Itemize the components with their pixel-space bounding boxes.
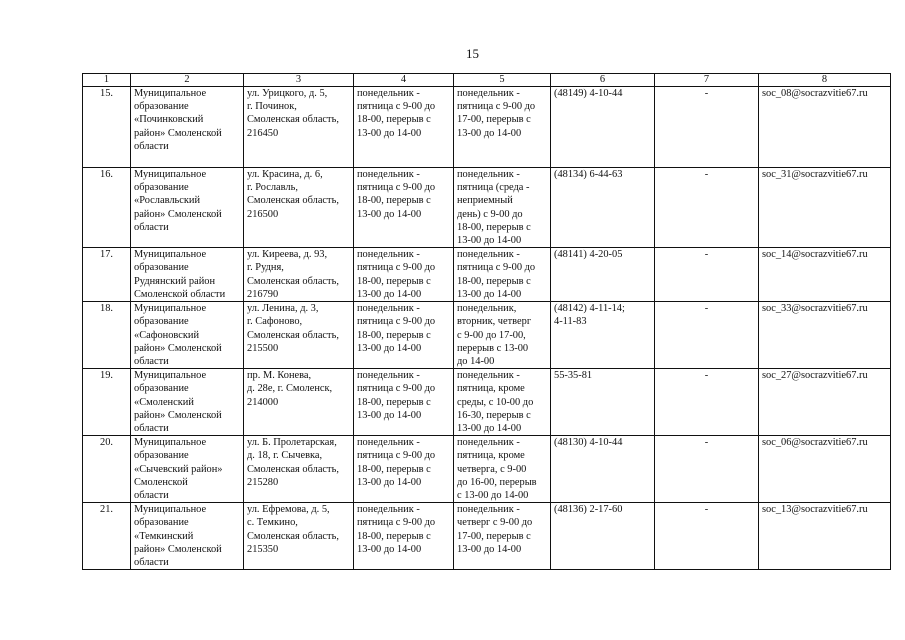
column-header: 7 (655, 74, 759, 87)
column-header: 8 (759, 74, 891, 87)
schedule-cell: понедельник - пятница с 9-00 до 18-00, перерыв с 13-00 до 14-00 (354, 436, 454, 503)
email-cell: soc_31@socrazvitie67.ru (759, 168, 891, 248)
column7-cell: - (655, 87, 759, 168)
column-header: 1 (83, 74, 131, 87)
reception-cell: понедельник - четверг с 9-00 до 17-00, перерыв с 13-00 до 14-00 (454, 503, 551, 570)
schedule-cell: понедельник - пятница с 9-00 до 18-00, перерыв с 13-00 до 14-00 (354, 503, 454, 570)
reception-cell: понедельник, вторник, четверг с 9-00 до 17-00, перерыв с 13-00 до 14-00 (454, 302, 551, 369)
column7-cell: - (655, 168, 759, 248)
table-row (83, 302, 891, 369)
table-row (83, 248, 891, 302)
email-cell: soc_13@socrazvitie67.ru (759, 503, 891, 570)
table-row (83, 369, 891, 436)
page-number: 15 (466, 46, 479, 61)
schedule-cell: понедельник - пятница с 9-00 до 18-00, перерыв с 13-00 до 14-00 (354, 168, 454, 248)
column7-cell: - (655, 248, 759, 302)
row-number: 16. (83, 168, 131, 248)
row-number: 18. (83, 302, 131, 369)
table-row (83, 503, 891, 570)
table-row (83, 168, 891, 248)
address-cell: ул. Ефремова, д. 5, с. Темкино, Смоленская область, 215350 (244, 503, 354, 570)
column7-cell: - (655, 503, 759, 570)
address-cell: ул. Красина, д. 6, г. Рославль, Смоленская область, 216500 (244, 168, 354, 248)
address-cell: ул. Урицкого, д. 5, г. Починок, Смоленская область, 216450 (244, 87, 354, 168)
phone-cell: (48149) 4-10-44 (551, 87, 655, 168)
reception-cell: понедельник - пятница с 9-00 до 17-00, перерыв с 13-00 до 14-00 (454, 87, 551, 168)
phone-cell: (48142) 4-11-14; 4-11-83 (551, 302, 655, 369)
row-number: 15. (83, 87, 131, 168)
reception-cell: понедельник - пятница (среда - неприемный день) с 9-00 до 18-00, перерыв с 13-00 до 14-00 (454, 168, 551, 248)
address-cell: пр. М. Конева, д. 28е, г. Смоленск, 214000 (244, 369, 354, 436)
email-cell: soc_27@socrazvitie67.ru (759, 369, 891, 436)
column7-cell: - (655, 369, 759, 436)
phone-cell: (48141) 4-20-05 (551, 248, 655, 302)
schedule-cell: понедельник - пятница с 9-00 до 18-00, перерыв с 13-00 до 14-00 (354, 302, 454, 369)
address-cell: ул. Б. Пролетарская, д. 18, г. Сычевка, Смоленская область, 215280 (244, 436, 354, 503)
row-number: 20. (83, 436, 131, 503)
organization-cell: Муниципальное образование «Темкинский район» Смоленской области (131, 503, 244, 570)
email-cell: soc_08@socrazvitie67.ru (759, 87, 891, 168)
reception-cell: понедельник - пятница с 9-00 до 18-00, перерыв с 13-00 до 14-00 (454, 248, 551, 302)
phone-cell: (48134) 6-44-63 (551, 168, 655, 248)
column-header: 3 (244, 74, 354, 87)
organization-cell: Муниципальное образование «Сафоновский район» Смоленской области (131, 302, 244, 369)
phone-cell: (48136) 2-17-60 (551, 503, 655, 570)
column7-cell: - (655, 302, 759, 369)
organization-cell: Муниципальное образование «Смоленский район» Смоленской области (131, 369, 244, 436)
organization-cell: Муниципальное образование «Рославльский район» Смоленской области (131, 168, 244, 248)
institutions-table (82, 73, 891, 570)
column-header: 6 (551, 74, 655, 87)
organization-cell: Муниципальное образование «Сычевский район» Смоленской области (131, 436, 244, 503)
organization-cell: Муниципальное образование Руднянский район Смоленской области (131, 248, 244, 302)
table-row (83, 436, 891, 503)
email-cell: soc_33@socrazvitie67.ru (759, 302, 891, 369)
column-header: 5 (454, 74, 551, 87)
address-cell: ул. Ленина, д. 3, г. Сафоново, Смоленская область, 215500 (244, 302, 354, 369)
row-number: 19. (83, 369, 131, 436)
column-header: 4 (354, 74, 454, 87)
table-header-row (83, 74, 891, 87)
row-number: 17. (83, 248, 131, 302)
table-row (83, 87, 891, 168)
column7-cell: - (655, 436, 759, 503)
schedule-cell: понедельник - пятница с 9-00 до 18-00, перерыв с 13-00 до 14-00 (354, 369, 454, 436)
email-cell: soc_14@socrazvitie67.ru (759, 248, 891, 302)
phone-cell: 55-35-81 (551, 369, 655, 436)
column-header: 2 (131, 74, 244, 87)
row-number: 21. (83, 503, 131, 570)
reception-cell: понедельник - пятница, кроме четверга, с 9-00 до 16-00, перерыв с 13-00 до 14-00 (454, 436, 551, 503)
organization-cell: Муниципальное образование «Починковский район» Смоленской области (131, 87, 244, 168)
address-cell: ул. Киреева, д. 93, г. Рудня, Смоленская область, 216790 (244, 248, 354, 302)
phone-cell: (48130) 4-10-44 (551, 436, 655, 503)
schedule-cell: понедельник - пятница с 9-00 до 18-00, перерыв с 13-00 до 14-00 (354, 87, 454, 168)
email-cell: soc_06@socrazvitie67.ru (759, 436, 891, 503)
schedule-cell: понедельник - пятница с 9-00 до 18-00, перерыв с 13-00 до 14-00 (354, 248, 454, 302)
reception-cell: понедельник - пятница, кроме среды, с 10-00 до 16-30, перерыв с 13-00 до 14-00 (454, 369, 551, 436)
